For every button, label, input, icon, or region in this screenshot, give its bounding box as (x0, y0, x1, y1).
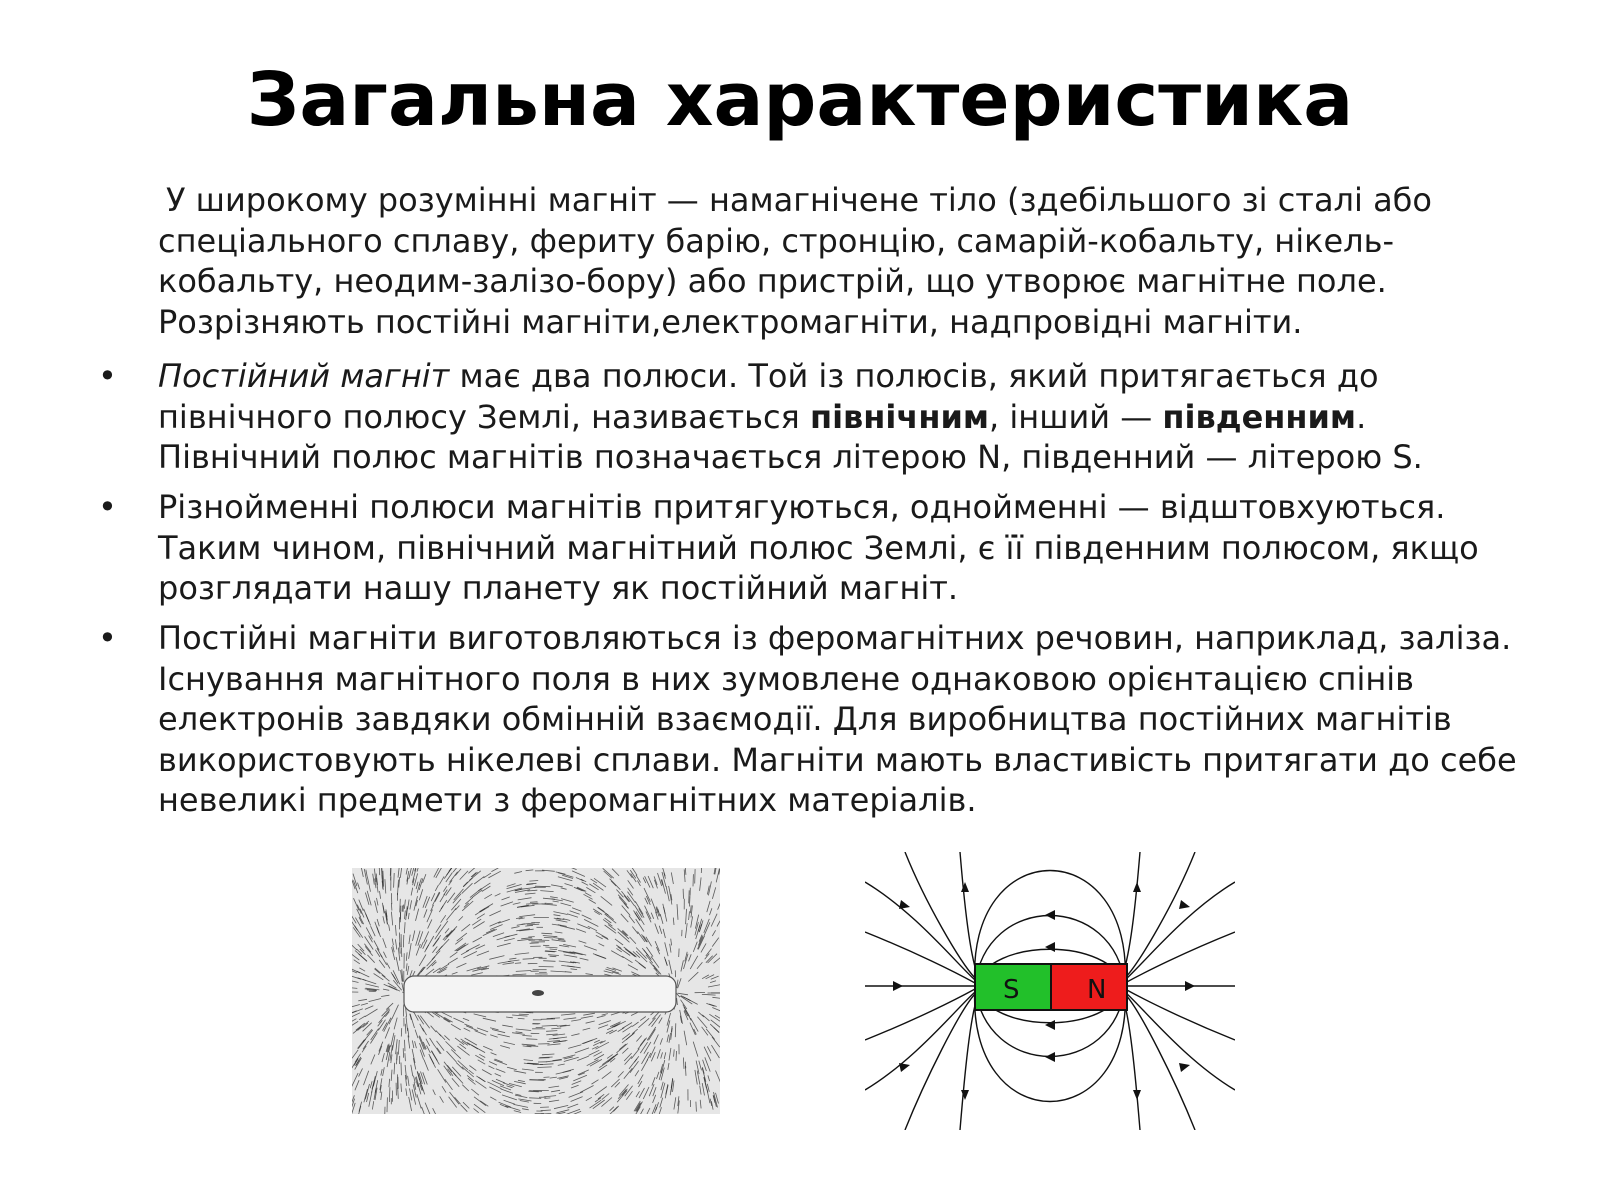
slide-title: Загальна характеристика (246, 57, 1354, 143)
iron-filings-image (352, 868, 720, 1114)
bullet-item-permanent-magnet (158, 356, 1528, 478)
italic-term: Постійний магніт (158, 357, 450, 395)
bold-term-north: північним (809, 397, 990, 436)
intro-paragraph: У широкому розумінні магніт — намагнічене тіло (здебільшого зі сталі або спеціального сплаву, фериту барію, стронцію, самарій-кобальту, нікель-кобальту, неодим-залізо-бору) або пристрій, що утворює магнітне поле. Розрізняють постійні магніти,електромагніти, надпровідні магніти. (158, 181, 1432, 341)
bullet-text: має два полюси. Той із полюсів, який притягається до північного полюсу Землі, називається (158, 357, 1379, 436)
bullet-text: . Північний полюс магнітів позначається літерою N, південний — літерою S. (158, 397, 1423, 476)
south-pole-label: S (1003, 975, 1020, 1005)
bullet-marker: • (98, 357, 117, 395)
bullet-marker: • (98, 488, 117, 526)
bullet-item-ferromagnetic: Постійні магніти виготовляються із феромагнітних речовин, наприклад, заліза. Існування магнітного поля в них зумовлене однаковою орієнтацією спінів електронів завдяки обмінній взаємодії. Для виробництва постійних магнітів використовують нікелеві сплави. Магніти мають властивість притягати до себе невеликі предмети з феромагнітних матеріалів. (158, 619, 1517, 819)
bullet-text: , інший — (989, 397, 1163, 436)
bullet-item-poles: Різнойменні полюси магнітів притягуються, однойменні — відштовхуються. Таким чином, північний магнітний полюс Землі, є її південним полюсом, якщо розглядати нашу планету як постійний магніт. (158, 488, 1479, 607)
bold-term-south: південним (1162, 397, 1357, 436)
bullet-marker: • (98, 619, 117, 657)
north-pole-label: N (1087, 975, 1107, 1005)
magnet-field-diagram (865, 852, 1235, 1130)
